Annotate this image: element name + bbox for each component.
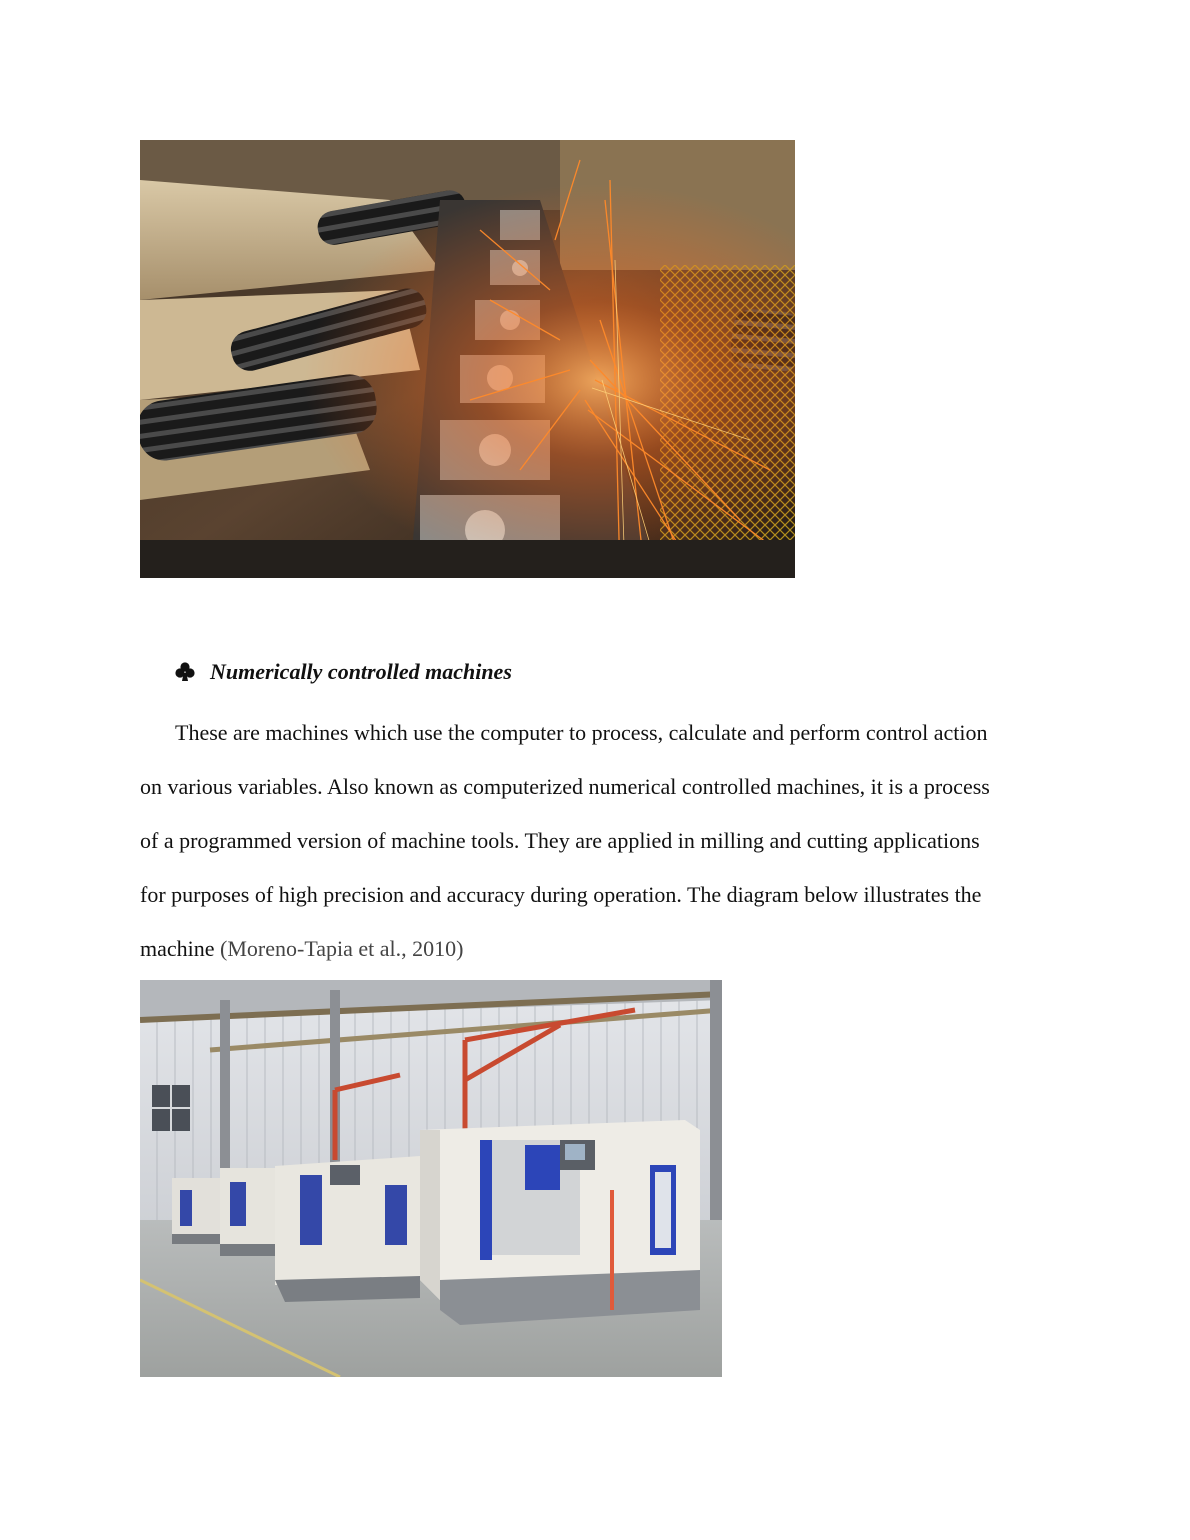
paragraph-line: These are machines which use the computer to process, calculate and perform control action xyxy=(175,720,988,745)
citation: (Moreno-Tapia et al., 2010) xyxy=(220,936,464,961)
cnc-machines-photo xyxy=(140,980,722,1377)
paragraph-line-last xyxy=(140,922,1055,976)
body-paragraph xyxy=(140,706,1055,976)
heading-text: Numerically controlled machines xyxy=(210,659,512,684)
paragraph-line: on various variables. Also known as computerized numerical controlled machines, it is a process xyxy=(140,774,990,799)
section-heading xyxy=(174,656,512,688)
paragraph-line-text: machine xyxy=(140,936,221,961)
club-icon xyxy=(174,661,196,683)
welding-line-photo xyxy=(140,140,795,578)
paragraph-line: of a programmed version of machine tools. They are applied in milling and cutting applications xyxy=(140,828,980,853)
paragraph-line: for purposes of high precision and accuracy during operation. The diagram below illustrates the xyxy=(140,882,982,907)
